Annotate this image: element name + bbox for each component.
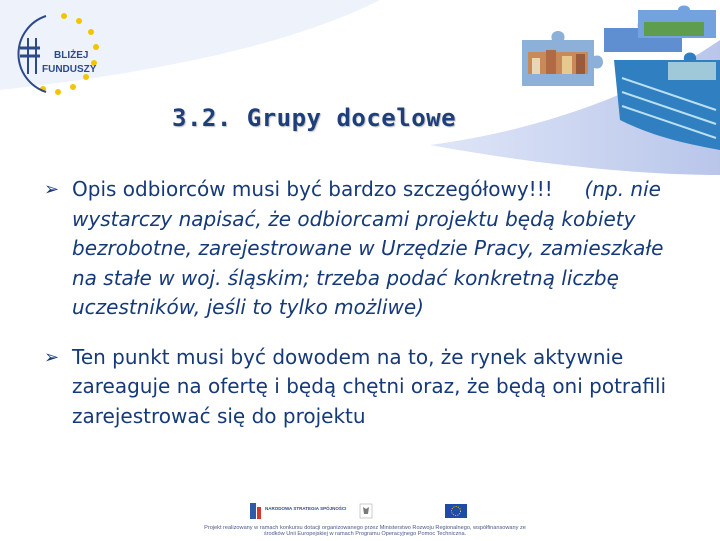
bullet-list xyxy=(42,175,682,431)
bullet-1-text: Opis odbiorców musi być bardzo szczegółowy!!! xyxy=(72,177,585,201)
arrow-bullet-icon: ➢ xyxy=(44,179,60,200)
eu-flag xyxy=(445,504,467,518)
footer-funding-text: Projekt realizowany w ramach konkursu dotacji organizowanego przez Ministerstwo Rozwoju Regionalnego, współfinansowany ze środków Unii Europejskiej w ramach Programu Operacyjnego Pomoc Techniczna. xyxy=(204,525,526,538)
puzzle-pieces-image xyxy=(518,0,720,160)
bullet-1-italic-note: (np. nie wystarczy napisać, że odbiorcami projektu będą kobiety bezrobotne, zarejestrowane w Urzędzie Pracy, zamieszkałe na stałe w woj. śląskim; trzeba podać konkretną liczbę uczestników, jeśli to tylko możliwe) xyxy=(72,177,664,319)
logo-text-top: BLIŻEJ xyxy=(54,50,89,61)
bullet-item-2 xyxy=(42,343,682,432)
nss-label: NARODOWA STRATEGIA SPÓJNOŚCI xyxy=(265,506,347,511)
slide-title: 3.2. Grupy docelowe xyxy=(172,104,457,132)
bullet-item-1 xyxy=(42,175,682,323)
bullet-2-text: Ten punkt musi być dowodem na to, że rynek aktywnie zareaguje na ofertę i będą chętni oraz, że będą oni potrafili zarejestrować się do projektu xyxy=(72,344,667,428)
nss-logo xyxy=(250,503,346,519)
logo-text-bottom: FUNDUSZY xyxy=(42,64,97,75)
polish-eagle-emblem xyxy=(360,504,372,518)
arrow-bullet-icon: ➢ xyxy=(44,346,60,368)
blizej-funduszy-logo xyxy=(6,8,121,103)
